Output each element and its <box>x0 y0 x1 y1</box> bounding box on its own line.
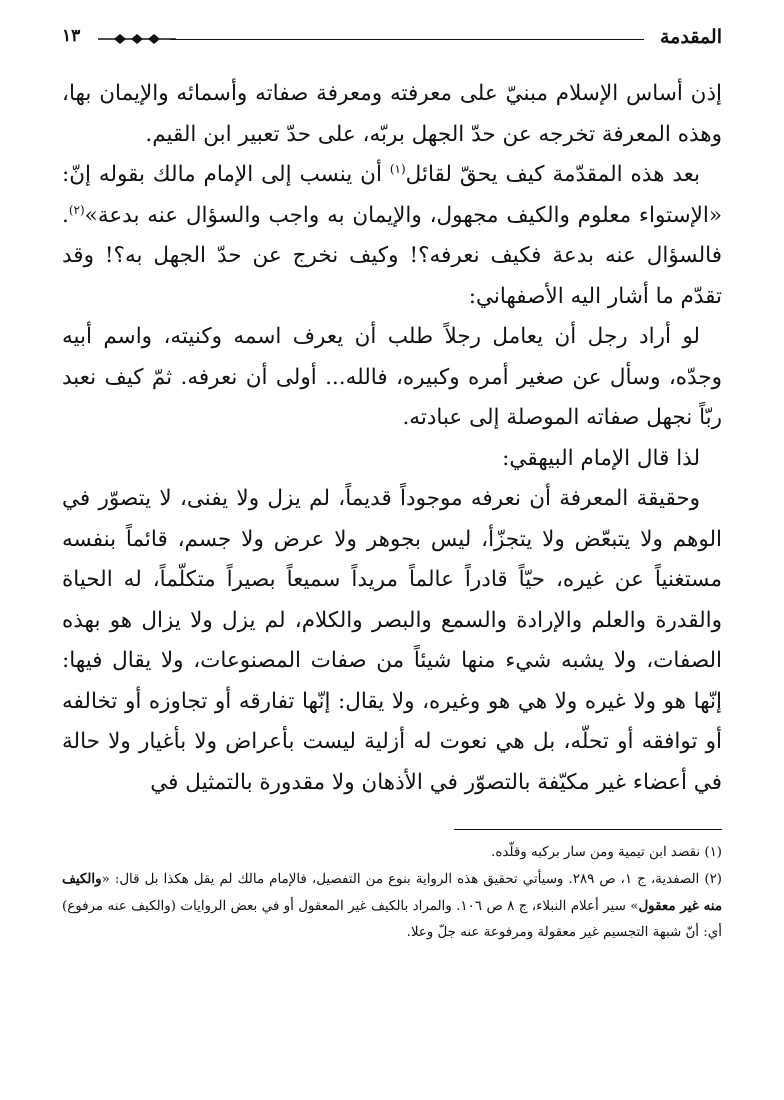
main-text <box>62 74 722 803</box>
chapter-title: المقدمة <box>659 26 722 48</box>
footnote-ref-1[interactable]: (١) <box>389 161 406 176</box>
footnote-ref-2[interactable]: (٢) <box>68 202 85 217</box>
footnote-2-part-1: (٢) الصفدية، ج ١، ص ٢٨٩. وسيأتي تحقيق هذه الرواية بنوع من التفصيل، فالإمام مالك لم يقل هكذا بل قال: « <box>101 872 722 887</box>
header-rule <box>170 39 644 40</box>
footnote-2 <box>62 866 722 946</box>
footnote-2-part-2: » سير أعلام النبلاء، ج ٨ ص ١٠٦. والمراد بالكيف غير المعقول أو في بعض الروايات (والكيف عنه مرفوع) أي: أنّ شبهة التجسيم غير معقولة ومرفوعة عنه جلّ وعلا. <box>62 899 722 940</box>
paragraph-3: لذا قال الإمام البيهقي: <box>502 445 700 471</box>
quote-isfahani: لو أراد رجل أن يعامل رجلاً طلب أن يعرف اسمه وكنيته، واسم أبيه وجدّه، وسأل عن صغير أمره وكبيره، فالله... أولى أن نعرفه. ثمّ كيف نعبد ربّاً نجهل صفاته الموصلة إلى عبادته. <box>62 324 722 430</box>
footnotes <box>62 840 722 946</box>
paragraph-2 <box>62 155 722 317</box>
paragraph-2-part-3: . فالسؤال عنه بدعة فكيف نعرفه؟! وكيف نخرج عن حدّ الجهل به؟! وقد تقدّم ما أشار اليه الأصفهاني: <box>62 202 722 309</box>
paragraph-1: إذن أساس الإسلام مبنيّ على معرفته ومعرفة صفاته وأسمائه والإيمان بها، وهذه المعرفة تخرجه عن حدّ الجهل بربّه، على حدّ تعبير ابن القيم. <box>62 81 722 147</box>
paragraph-2-part-2: أن ينسب إلى الإمام مالك بقوله إنّ: «الإستواء معلوم والكيف مجهول، والإيمان به واجب والسؤال عنه بدعة» <box>62 162 722 228</box>
footnote-1: (١) نقصد ابن تيمية ومن سار بركبه وقلّده. <box>491 845 722 860</box>
running-header <box>62 22 722 56</box>
footnote-separator <box>454 829 722 830</box>
quote-bayhaqi: وحقيقة المعرفة أن نعرفه موجوداً قديماً، لم يزل ولا يفنى، لا يتصوّر في الوهم ولا يتبعّض ولا يتجزّأ، ليس بجوهر ولا عرض ولا جسم، قائماً بنفسه مستغنياً عن غيره، حيّاً قادراً عالماً مريداً سميعاً بصيراً متكلّماً، له الحياة والقدرة والعلم والإرادة والسمع والبصر والكلام، لم يزل ولا يزال هو بهذه الصفات، ولا يشبه شيء منها شيئاً من صفات المصنوعات، ولا يقال فيها: إنّها هو ولا غيره ولا هي هو وغيره، ولا يقال: إنّها تفارقه أو تجاوزه أو تخالفه أو توافقه أو تحلّه، بل هي نعوت له أزلية ليست بأعراض ولا بأغيار ولا حالة في أعضاء غير مكيّفة بالتصوّر في الأذهان ولا مقدورة بالتمثيل في <box>62 486 722 795</box>
footnote-2-bold: والكيف منه غير معقول <box>62 871 723 914</box>
book-page <box>62 22 722 946</box>
header-ornament-icon <box>98 31 176 47</box>
paragraph-2-part-1: بعد هذه المقدّمة كيف يحقّ لقائل <box>405 162 700 187</box>
page-number: ١٣ <box>62 26 81 46</box>
